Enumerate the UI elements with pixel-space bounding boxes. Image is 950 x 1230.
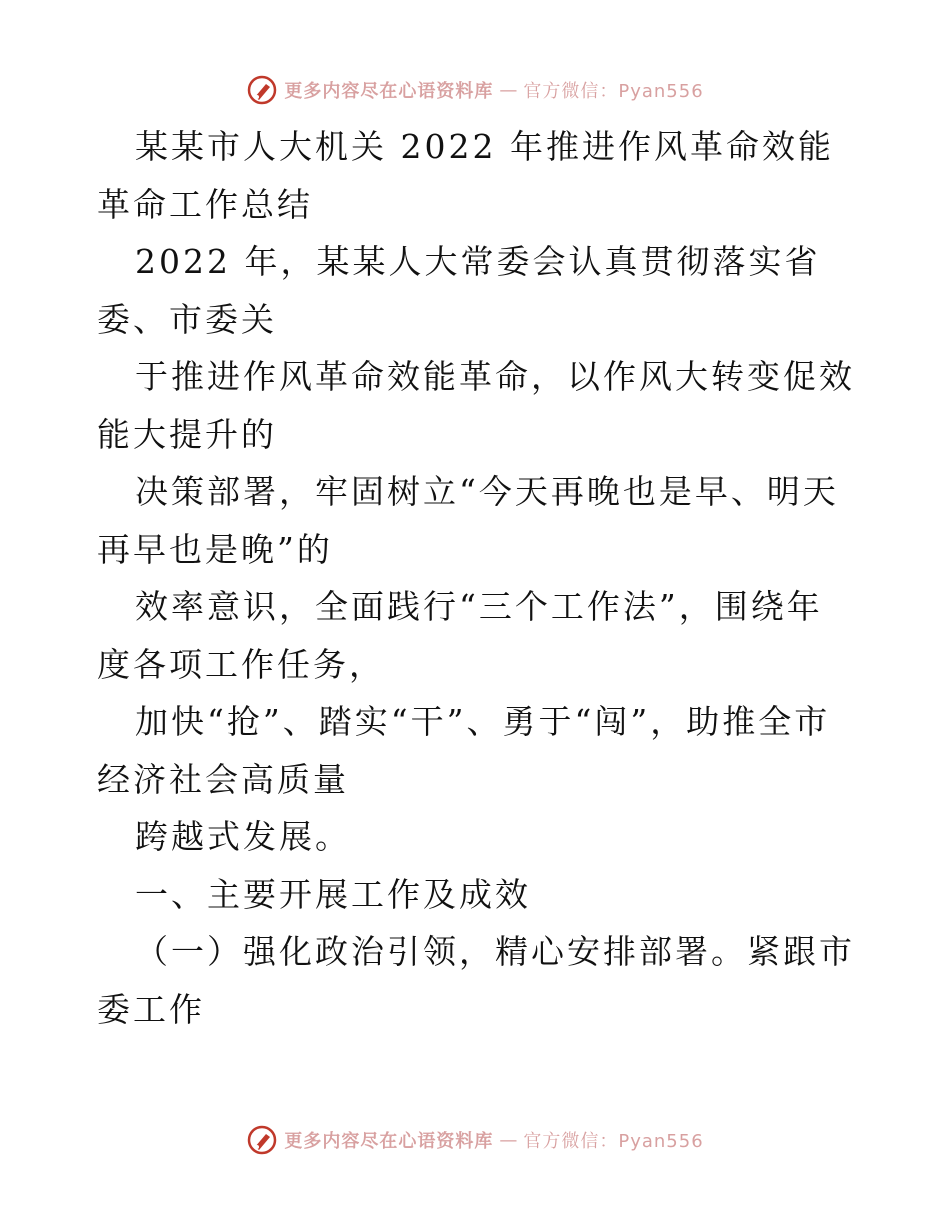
banner-sub-text: 官方微信：Pyan556 — [523, 81, 704, 102]
document-title: 某某市人大机关 2022 年推进作风革命效能革命工作总结 — [97, 127, 834, 224]
banner-separator: — — [499, 79, 518, 101]
footer-banner — [0, 1120, 950, 1160]
paragraph-line: 效率意识，全面践行“三个工作法”，围绕年度各项工作任务， — [97, 587, 823, 684]
banner-separator: — — [499, 1129, 518, 1151]
paragraph-line: 跨越式发展。 — [135, 817, 351, 856]
banner-main-text: 更多内容尽在心语资料库 — [284, 1131, 494, 1152]
banner-sub-text: 官方微信：Pyan556 — [523, 1131, 704, 1152]
paragraph-line: 于推进作风革命效能革命，以作风大转变促效能大提升的 — [97, 357, 855, 454]
banner-main-text: 更多内容尽在心语资料库 — [284, 81, 494, 102]
subsection-heading: （一）强化政治引领，精心安排部署。紧跟市委工作 — [97, 932, 855, 1029]
paragraph-line: 2022 年，某某人大常委会认真贯彻落实省委、市委关 — [97, 242, 821, 339]
pen-nib-logo-icon — [246, 74, 278, 106]
document-body — [97, 118, 857, 1038]
header-banner — [0, 70, 950, 110]
paragraph-line: 决策部署，牢固树立“今天再晚也是早、明天再早也是晚”的 — [97, 472, 839, 569]
section-heading: 一、主要开展工作及成效 — [135, 874, 531, 914]
pen-nib-logo-icon — [246, 1124, 278, 1156]
paragraph-line: 加快“抢”、踏实“干”、勇于“闯”，助推全市经济社会高质量 — [97, 702, 831, 799]
